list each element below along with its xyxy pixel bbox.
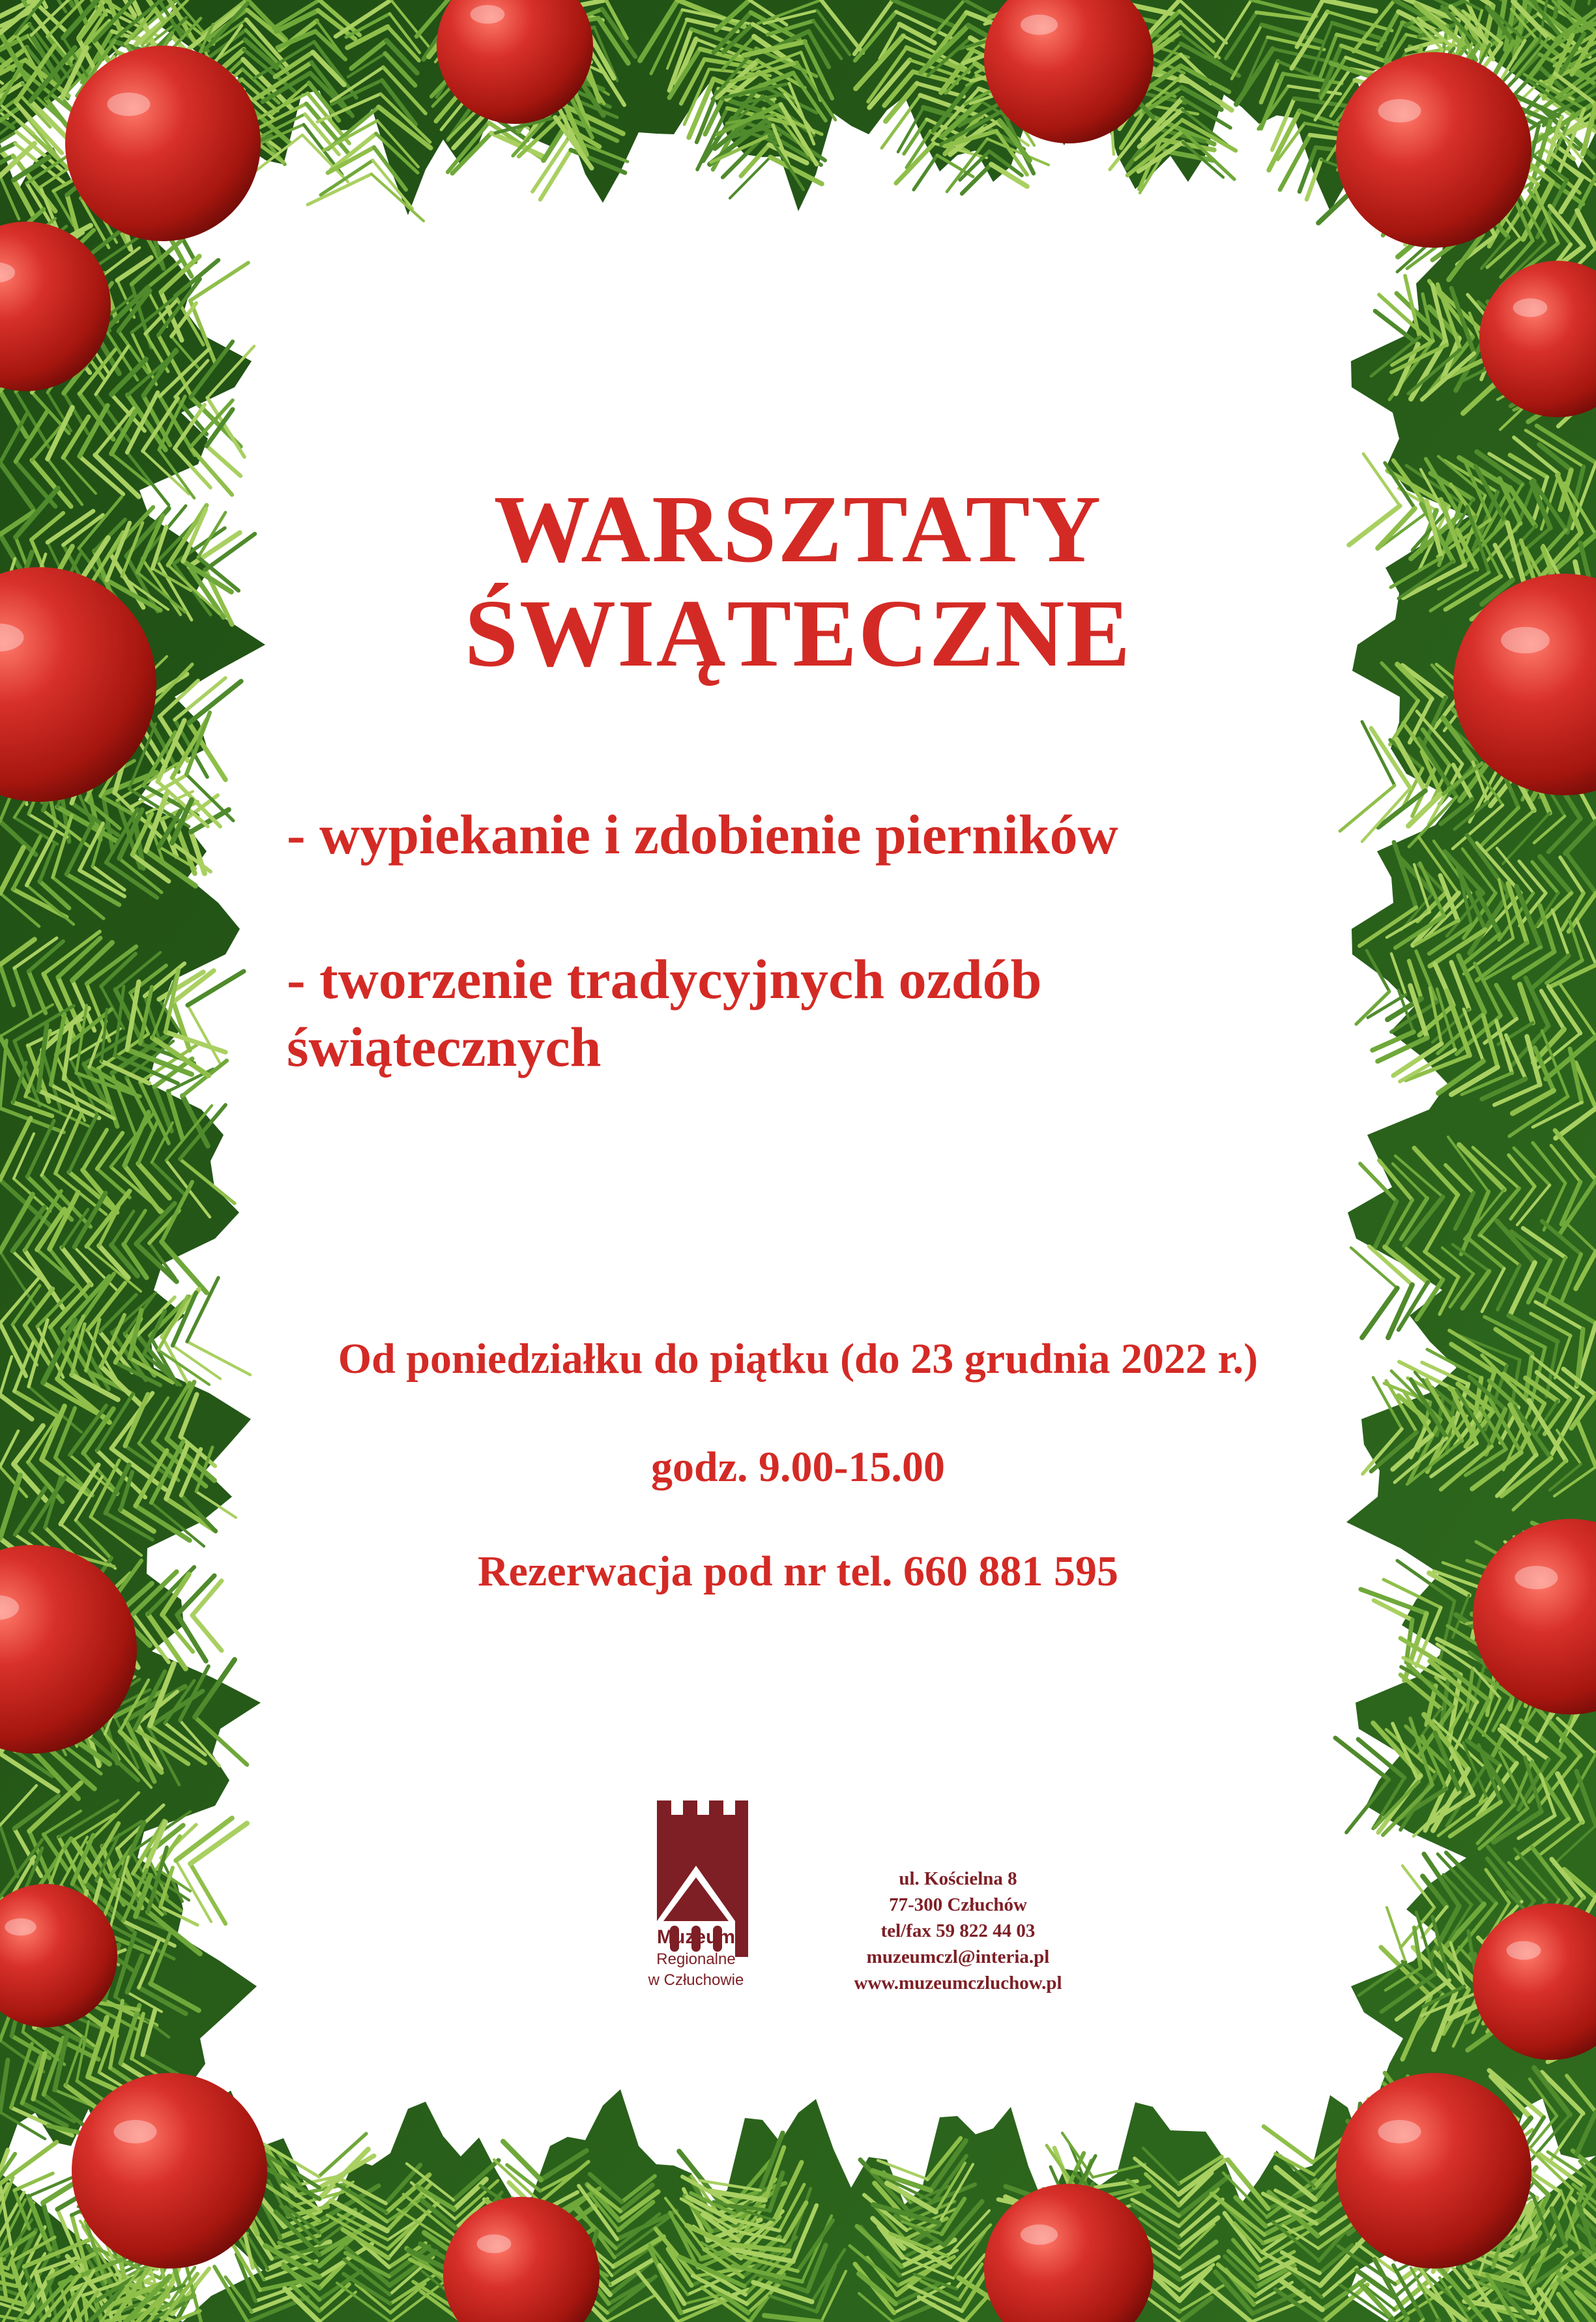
logo-name: Muzeum <box>657 1926 735 1948</box>
reservation-phone: Rezerwacja pod nr tel. 660 881 595 <box>477 1548 1119 1595</box>
contact-email: muzeumczl@interia.pl <box>866 1947 1050 1967</box>
contact-phone: tel/fax 59 822 44 03 <box>880 1920 1036 1941</box>
activity-ornaments-cont: świątecznych <box>287 1016 602 1078</box>
title-line-2: ŚWIĄTECZNE <box>464 580 1132 687</box>
activity-gingerbread: - wypiekanie i zdobienie pierników <box>287 803 1118 866</box>
logo-line-2: Regionalne <box>656 1950 736 1968</box>
contact-website: www.muzeumczluchow.pl <box>854 1973 1062 1993</box>
logo-line-3: w Człuchowie <box>648 1971 744 1989</box>
contact-city: 77-300 Człuchów <box>889 1894 1027 1915</box>
contact-street: ul. Kościelna 8 <box>899 1868 1017 1889</box>
activity-ornaments: - tworzenie tradycyjnych ozdób <box>287 948 1042 1010</box>
title-line-1: WARSZTATY <box>493 476 1103 583</box>
schedule-days: Od poniedziałku do piątku (do 23 grudnia 2022 r.) <box>338 1335 1258 1383</box>
schedule-hours: godz. 9.00-15.00 <box>651 1443 945 1491</box>
